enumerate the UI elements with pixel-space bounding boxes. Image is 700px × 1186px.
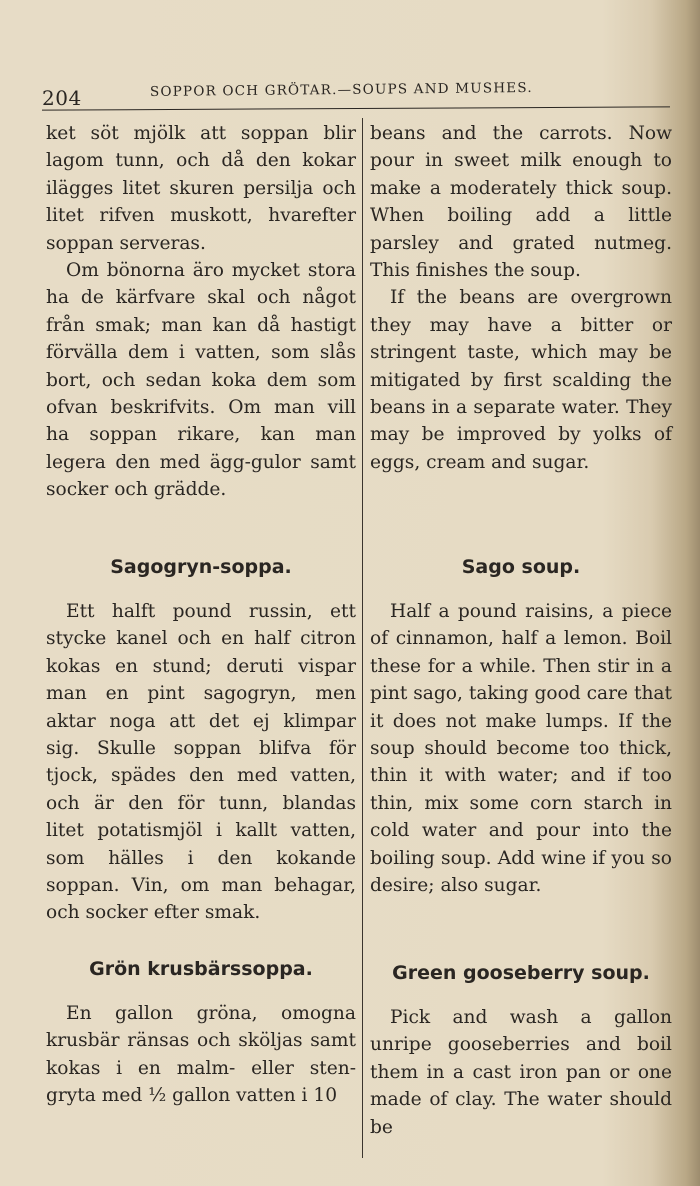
page-number: 204 <box>42 86 82 110</box>
column-divider <box>362 118 363 1158</box>
right-paragraph-2: If the beans are overgrown they may have a bitter or stringent taste, which may be mitigated by first scalding the beans in a separate water. They may be improved by yolks of eggs, cream and sugar. <box>370 287 672 473</box>
right-column-bottom <box>370 1004 672 1141</box>
left-paragraph-1: ket söt mjölk att soppan blir lagom tunn, och då den kokar ilägges litet skuren persilja och litet rifven muskott, hvarefter soppan serveras. <box>46 123 356 254</box>
left-paragraph-2: Om bönorna äro mycket stora ha de kärfvare skal och något från smak; man kan då hastigt förvälla dem i vatten, som slås bort, och sedan koka dem som ofvan beskrifvits. Om man vill ha soppan rikare, kan man legera den med ägg-gulor samt socker och grädde. <box>46 260 356 501</box>
left-heading-gooseberry: Grön krusbärssoppa. <box>89 958 313 980</box>
right-column-middle <box>370 598 672 899</box>
right-paragraph-3: Half a pound raisins, a piece of cinnamon, half a lemon. Boil these for a while. Then stir in a pint sago, taking good care that it does not make lumps. If the soup should become too thick, thin it with water; and if too thin, mix some corn starch in cold water and pour into the boiling soup. Add wine if you so desire; also sugar. <box>370 601 672 897</box>
left-column-bottom <box>46 1000 356 1110</box>
running-head: SOPPOR OCH GRÖTAR.—SOUPS AND MUSHES. <box>149 79 533 101</box>
right-heading-sago: Sago soup. <box>461 556 581 578</box>
left-paragraph-4: En gallon gröna, omogna krusbär ränsas och sköljas samt kokas i en malm- eller sten-gryta med ½ gallon vatten i 10 <box>46 1003 356 1107</box>
right-heading-gooseberry: Green gooseberry soup. <box>392 962 650 984</box>
left-column-middle <box>46 598 356 927</box>
left-heading-sago: Sagogryn-soppa. <box>110 556 292 578</box>
left-paragraph-3: Ett halft pound russin, ett stycke kanel och en half citron kokas en stund; deruti vispar man en pint sagogryn, men aktar noga att det ej klimpar sig. Skulle soppan blifva för tjock, spädes den med vatten, och är den för tunn, blandas litet potatismjöl i kallt vatten, som hälles i den kokande soppan. Vin, om man behagar, och socker efter smak. <box>46 601 356 924</box>
page-header <box>42 78 662 108</box>
right-paragraph-1: beans and the carrots. Now pour in sweet milk enough to make a moderately thick soup. When boiling add a little parsley and grated nutmeg. This finishes the soup. <box>370 123 672 282</box>
left-column-top <box>46 120 356 504</box>
right-column-top <box>370 120 672 476</box>
right-paragraph-4: Pick and wash a gallon unripe gooseberries and boil them in a cast iron pan or one made of clay. The water should be <box>370 1007 672 1138</box>
